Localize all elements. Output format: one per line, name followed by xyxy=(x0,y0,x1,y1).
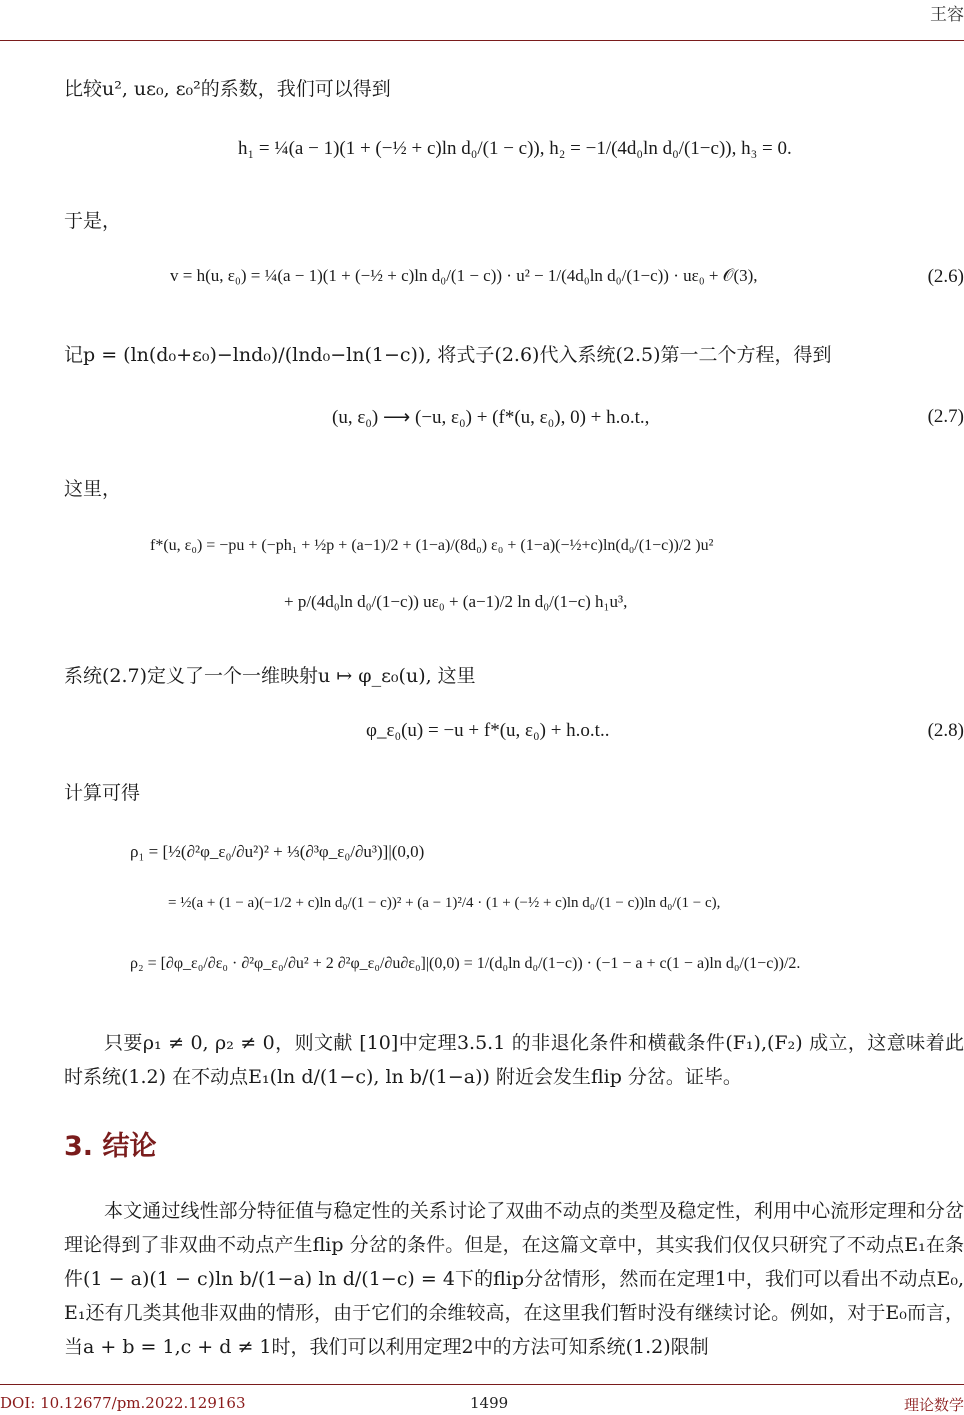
p-definition: 记p = (ln(d₀+ε₀)−lnd₀)/(lnd₀−ln(1−c)), 将式子(2.6)代入系统(2.5)第一二个方程，得到 xyxy=(64,344,832,366)
eq-number-2-7: (2.7) xyxy=(927,406,964,427)
system-27-line: 系统(2.7)定义了一个一维映射u ↦ φ_ε₀(u), 这里 xyxy=(64,665,476,687)
map-equation: (u, ε₀) ⟶ (−u, ε₀) + (f*(u, ε₀), 0) + h.o.t., xyxy=(332,407,650,428)
rho2-equation: ρ₂ = [∂φ_ε₀/∂ε₀ · ∂²φ_ε₀/∂u² + 2 ∂²φ_ε₀/∂u∂ε₀]|(0,0) = 1/(d₀ln d₀/(1−c)) · (−1 − a + c(1 − a)ln d₀/(1−c))/2. xyxy=(130,955,801,972)
footer-doi[interactable]: DOI: 10.12677/pm.2022.129163 xyxy=(0,1394,246,1412)
conclusion-paragraph-2: 本文通过线性部分特征值与稳定性的关系讨论了双曲不动点的类型及稳定性，利用中心流形定理和分岔理论得到了非双曲不动点产生flip 分岔的条件。但是，在这篇文章中，其实我们仅仅只研究了不动点E₁在条件(1 − a)(1 − c)ln b/(1−a) ln d/(1−c) = 4下的flip分岔情形，然而在定理1中，我们可以看出不动点E₀, E₁还有几类其他非双曲的情形，由于它们的余维较高，在这里我们暂时没有继续讨论。例如，对于E₀而言，当a + b = 1,c + d ≠ 1时，我们可以利用定理2中的方法可知系统(1.2)限制 xyxy=(64,1200,964,1358)
eq-number-2-6: (2.6) xyxy=(927,266,964,287)
section-title: 3. 结论 xyxy=(64,1131,157,1162)
zheli-line: 这里， xyxy=(64,478,122,500)
rho1-line2: = ½(a + (1 − a)(−1/2 + c)ln d₀/(1 − c))² + (a − 1)²/4 · (1 + (−½ + c)ln d₀/(1 − c))ln d₀/(1 − c), xyxy=(168,895,721,911)
header-author: 王容 xyxy=(930,5,964,25)
phi-equation: φ_ε₀(u) = −u + f*(u, ε₀) + h.o.t.. xyxy=(366,720,610,741)
conclusion-paragraph-1: 只要ρ₁ ≠ 0, ρ₂ ≠ 0，则文献 [10]中定理3.5.1 的非退化条件和横截条件(F₁),(F₂) 成立，这意味着此时系统(1.2) 在不动点E₁(ln d/(1−c), ln b/(1−a)) 附近会发生flip 分岔。证毕。 xyxy=(64,1032,964,1088)
f-equation-line1: f*(u, ε₀) = −pu + (−ph₁ + ½p + (a−1)/2 + (1−a)/(8d₀) ε₀ + (1−a)(−½+c)ln(d₀/(1−c))/2 )u² xyxy=(150,537,714,554)
rho1-line1: ρ₁ = [½(∂²φ_ε₀/∂u²)² + ⅓(∂³φ_ε₀/∂u³)]|(0,0) xyxy=(130,842,425,861)
eq-number-2-8: (2.8) xyxy=(927,720,964,741)
f-equation-line2: + p/(4d₀ln d₀/(1−c)) uε₀ + (a−1)/2 ln d₀/(1−c) h₁u³, xyxy=(284,592,628,611)
h-equation: h₁ = ¼(a − 1)(1 + (−½ + c)ln d₀/(1 − c)), h₂ = −1/(4d₀ln d₀/(1−c)), h₃ = 0. xyxy=(238,138,792,159)
compare-line: 比较u², uε₀, ε₀²的系数，我们可以得到 xyxy=(64,78,391,100)
footer-rule xyxy=(0,1384,964,1385)
yushi-line: 于是， xyxy=(64,210,122,232)
footer-page-number: 1499 xyxy=(470,1394,509,1412)
v-equation: v = h(u, ε₀) = ¼(a − 1)(1 + (−½ + c)ln d₀/(1 − c)) · u² − 1/(4d₀ln d₀/(1−c)) · uε₀ + 𝒪(3), xyxy=(170,266,758,285)
calc-line: 计算可得 xyxy=(64,782,141,804)
header-rule xyxy=(0,40,964,41)
footer-journal[interactable]: 理论数学 xyxy=(903,1396,964,1414)
